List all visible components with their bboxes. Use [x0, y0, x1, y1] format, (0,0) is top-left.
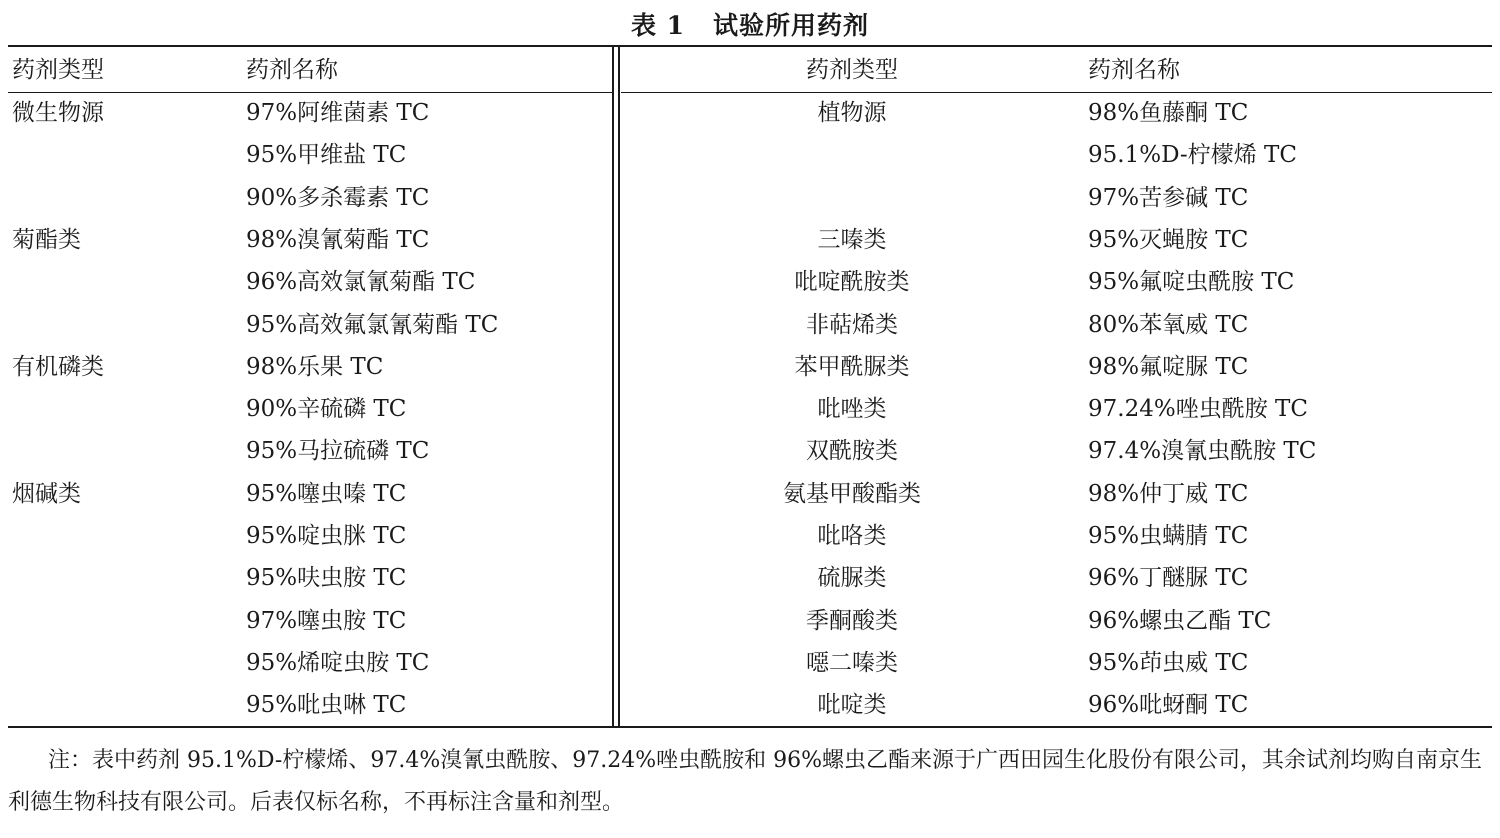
row-right-type: 双酰胺类 [806, 438, 898, 464]
row-left-name: 95%噻虫嗪 TC [246, 481, 407, 507]
row-right-name: 95%氟啶虫酰胺 TC [1088, 269, 1295, 295]
row-right-type: 噁二嗪类 [806, 650, 898, 676]
row-left-name: 95%马拉硫磷 TC [246, 438, 430, 464]
row-right-name: 97.24%唑虫酰胺 TC [1088, 396, 1308, 422]
row-right-name: 80%苯氧威 TC [1088, 312, 1249, 338]
row-left-name: 90%辛硫磷 TC [246, 396, 407, 422]
row-right-name: 98%氟啶脲 TC [1088, 354, 1249, 380]
header-right-name: 药剂名称 [1088, 57, 1180, 83]
row-left-name: 95%高效氟氯氰菊酯 TC [246, 312, 499, 338]
header-rule-right [621, 92, 1492, 93]
row-right-type: 硫脲类 [817, 565, 887, 591]
row-right-name: 98%鱼藤酮 TC [1088, 100, 1249, 126]
row-right-name: 96%丁醚脲 TC [1088, 565, 1249, 591]
row-right-name: 95%茚虫威 TC [1088, 650, 1249, 676]
table-number: 表 1 [630, 11, 686, 40]
row-left-name: 95%烯啶虫胺 TC [246, 650, 430, 676]
row-right-type: 季酮酸类 [806, 608, 898, 634]
table-note: 注：表中药剂 95.1%D-柠檬烯、97.4%溴氰虫酰胺、97.24%唑虫酰胺和 96%螺虫乙酯来源于广西田园生化股份有限公司，其余试剂均购自南京生利德生物科技有限公司。后表仅标名称，不再标注含量和剂型。 [8, 748, 1483, 815]
row-right-name: 96%螺虫乙酯 TC [1088, 608, 1272, 634]
row-right-type: 吡啶酰胺类 [794, 269, 910, 295]
header-right-type: 药剂类型 [806, 57, 898, 83]
row-left-name: 95%啶虫脒 TC [246, 523, 407, 549]
header-left-type: 药剂类型 [12, 57, 104, 83]
row-right-name: 97%苦参碱 TC [1088, 185, 1249, 211]
row-left-name: 98%溴氰菊酯 TC [246, 227, 430, 253]
row-right-name: 95%灭蝇胺 TC [1088, 227, 1249, 253]
table-top-rule [8, 45, 1492, 47]
row-left-name: 97%阿维菌素 TC [246, 100, 430, 126]
row-left-name: 95%甲维盐 TC [246, 142, 407, 168]
row-left-type: 微生物源 [12, 100, 104, 126]
row-left-name: 98%乐果 TC [246, 354, 384, 380]
row-right-type: 吡咯类 [817, 523, 887, 549]
row-left-name: 96%高效氯氰菊酯 TC [246, 269, 476, 295]
column-divider [618, 46, 620, 726]
row-right-type: 氨基甲酸酯类 [783, 481, 921, 507]
row-right-name: 96%吡蚜酮 TC [1088, 692, 1249, 718]
row-right-name: 95.1%D-柠檬烯 TC [1088, 142, 1297, 168]
row-left-name: 90%多杀霉素 TC [246, 185, 430, 211]
row-right-name: 97.4%溴氰虫酰胺 TC [1088, 438, 1317, 464]
header-rule-left [8, 92, 612, 93]
table-caption [0, 6, 1500, 42]
table-title: 试验所用药剂 [713, 11, 870, 40]
row-right-type: 三嗪类 [817, 227, 887, 253]
row-left-type: 有机磷类 [12, 354, 104, 380]
column-divider [612, 46, 614, 726]
row-right-type: 非萜烯类 [806, 312, 898, 338]
row-right-type: 吡唑类 [817, 396, 887, 422]
row-right-type: 植物源 [817, 100, 887, 126]
table-bottom-rule [8, 726, 1492, 728]
row-right-name: 98%仲丁威 TC [1088, 481, 1249, 507]
row-left-name: 97%噻虫胺 TC [246, 608, 407, 634]
row-right-type: 苯甲酰脲类 [794, 354, 910, 380]
row-left-type: 烟碱类 [12, 481, 81, 507]
row-left-type: 菊酯类 [12, 227, 81, 253]
row-left-name: 95%吡虫啉 TC [246, 692, 407, 718]
row-left-name: 95%呋虫胺 TC [246, 565, 407, 591]
header-left-name: 药剂名称 [246, 57, 338, 83]
row-right-type: 吡啶类 [817, 692, 887, 718]
row-right-name: 95%虫螨腈 TC [1088, 523, 1249, 549]
